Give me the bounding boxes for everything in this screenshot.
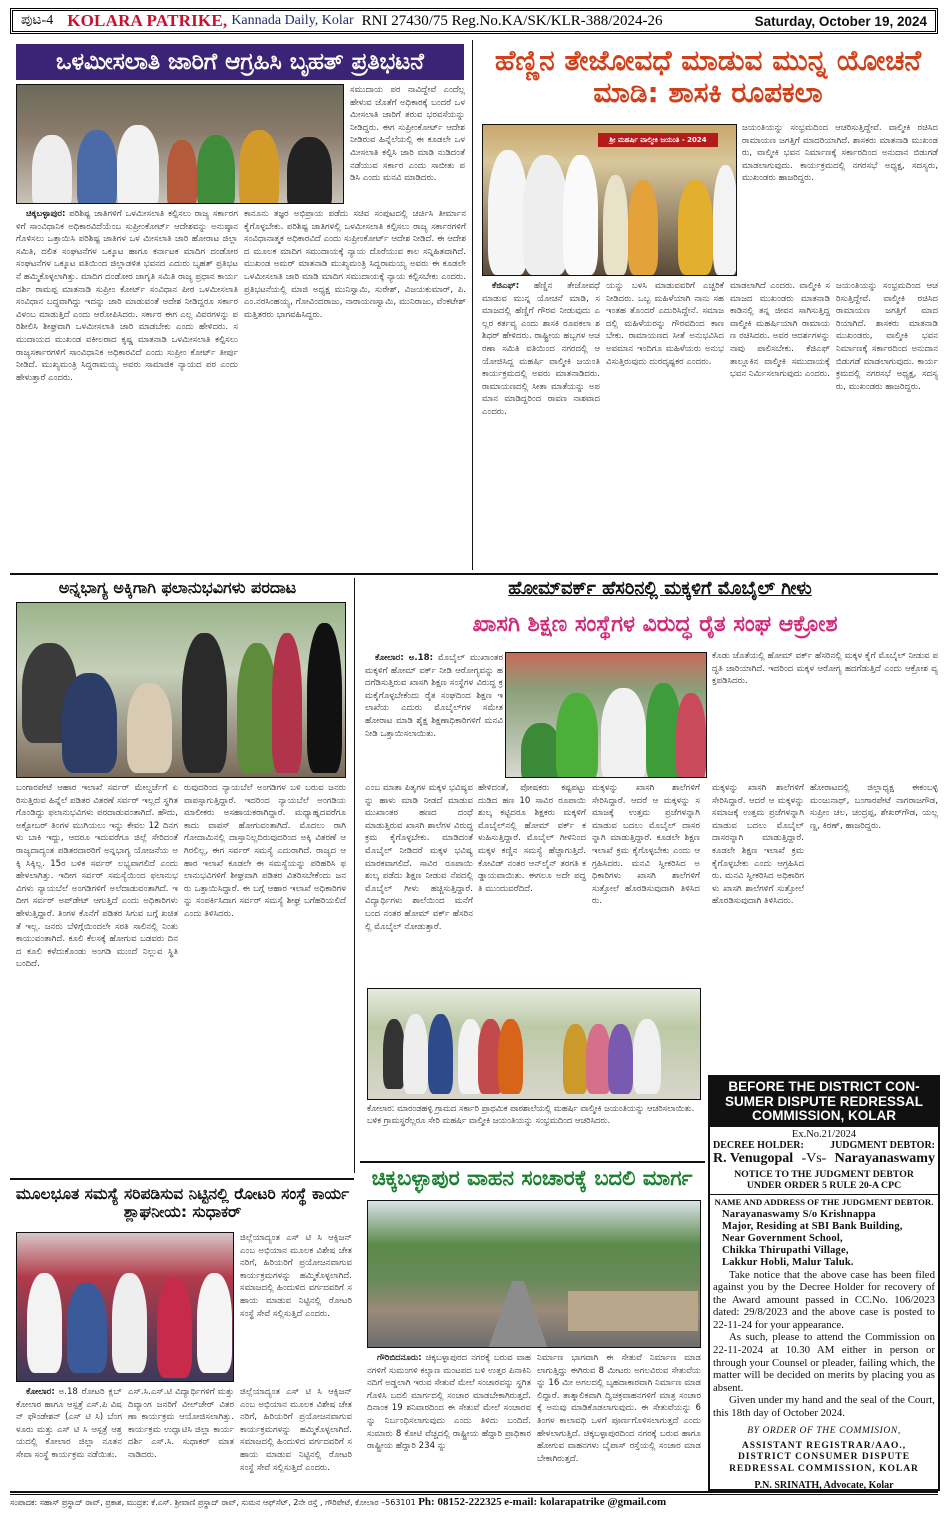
address-line: Near Government School, <box>722 1232 843 1244</box>
notice-title-1: NOTICE TO THE JUDGMENT DEBTOR <box>734 1168 914 1180</box>
photo-school-group <box>367 988 701 1100</box>
photo-bridge-road <box>367 1200 701 1348</box>
article-rotary-side-text: ಜಿಲ್ಲೆಯಾದ್ಯಂತ ಎಸ್ ಟಿ ಸಿ ಆಕ್ಸಿಜನ್ ಎಂಬ ಅಭಿಯಾನ ಮೂಲಕ ವಿಶೇಷ ಚೇತನರಿಗೆ, ಹಿರಿಯರಿಗೆ ಪ್ರಯೋಜನವಾಗುವ ಕಾರ್ಯಕ್ರಮಗಳನ್ನು ಹಮ್ಮಿಕೊಳ್ಳಲಾಗಿದೆ. ಸಮಾಜದಲ್ಲಿ ಹಿಂದುಳಿದ ವರ್ಗದವರಿಗೆ ಸಹಾಯ ಮಾಡುವ ನಿಟ್ಟಿನಲ್ಲಿ ರೋಟರಿ ಸಂಸ್ಥೆ ಸೇವೆ ಸಲ್ಲಿಸುತ್ತಿದೆ ಎಂದರು. <box>240 1233 352 1319</box>
article-homework-intro-text: ಮೊಬೈಲ್ ಮುಖಾಂತರ ಮಕ್ಕಳಿಗೆ ಹೋಮ್ ವರ್ಕ್ ನೀಡಿ ಆರೋಗ್ಯವನ್ನು ಹದಗೆಡಿಸುತ್ತಿರುವ ಖಾಸಗಿ ಶಿಕ್ಷಣ ಸಂಸ್ಥೆಗಳ ವಿರುದ್ಧ ಕ್ರಮಕೈಗೊಳ್ಳಬೇಕೆಂದು ರೈತ ಸಂಘದಿಂದ ಶಿಕ್ಷಣ ಇಲಾಖೆಯ ಎದುರು ಮೊಬೈಲ್‌ಗಳ ಸಮೇತ ಹೋರಾಟ ಮಾಡಿ ಶೈಕ್ಷ ಶಿಕ್ಷಣಾಧಿಕಾರಿಗಳಿಗೆ ಮನವಿ ನೀಡಿ ಒತ್ತಾಯಿಸಲಾಯಿತು. <box>365 653 503 739</box>
article-homework-column-2: ಹೇಳಿದಂತೆ, ಪೋಷಕರು ಕಷ್ಟಪಟ್ಟು ದುಡಿದ ಹಣ 10 ಸಾವಿರ ರೂಪಾಯಿ ಶುಲ್ಕ ಕಟ್ಟಿದರೂ ಶಿಕ್ಷಕರು ಮಕ್ಕಳಿಗೆ ಮೊಬೈಲ್‌ನಲ್ಲಿ ಹೋಮ್ ವರ್ಕ್ ಕಳುಹಿಸುತ್ತಿದ್ದಾರೆ. ಮೊಬೈಲ್ ಗೀಳಿನಿಂದ ಮಕ್ಕಳ ಕಣ್ಣಿನ ಸಮಸ್ಯೆ ಹೆಚ್ಚಾಗುತ್ತಿದೆ. ಕೋವಿಡ್ ನಂತರ ಆನ್‌ಲೈನ್ ತರಗತಿ ಕಡ್ಡಾಯವಾಯಿತು. ಈಗಲೂ ಅದೇ ಪದ್ಧತಿ ಮುಂದುವರೆದಿದೆ. <box>478 783 586 894</box>
photo-valmiki-jayanti <box>482 124 737 276</box>
article-traffic-column-1 <box>367 1352 531 1488</box>
notice-signatory <box>710 1441 938 1476</box>
section-divider <box>360 1161 705 1163</box>
dateline-homework: ಕೋಲಾರ: ಅ.18: <box>375 653 434 663</box>
notice-body <box>710 1269 938 1420</box>
headline-women: ಹೆಣ್ಣಿನ ತೇಜೋವಧೆ ಮಾಡುವ ಮುನ್ನ ಯೋಚನೆ ಮಾಡಿ: ಶಾಸಕಿ ರೂಪಕಲಾ <box>494 44 922 110</box>
article-rotary-column-1 <box>16 1386 122 1488</box>
legal-notice <box>708 1075 940 1491</box>
article-women-column-4: ಜಯಂತಿಯನ್ನು ಸಂಭ್ರಮದಿಂದ ಆಚರಿಸುತ್ತಿದ್ದೇವೆ. ವಾಲ್ಮೀಕಿ ರಚಿಸಿದ ರಾಮಾಯಣ ಜಗತ್ತಿಗೆ ಮಾದರಿಯಾಗಿದೆ. ಶಾಸಕರು ಮಾತನಾಡಿ ಮುಖಂಡರು, ವಾಲ್ಮೀಕಿ ಭವನ ನಿರ್ಮಾಣಕ್ಕೆ ಸರ್ಕಾರದಿಂದ ಅನುದಾನ ಬಿಡುಗಡೆ ಮಾಡಲಾಗುವುದು. ಕಾರ್ಯಕ್ರಮದಲ್ಲಿ ನಗರಸಭೆ ಅಧ್ಯಕ್ಷ, ಸದಸ್ಯರು, ಮುಖಂಡರು ಹಾಜರಿದ್ದರು. <box>836 281 938 392</box>
address-line: Lakkur Hobli, Malur Taluk. <box>722 1256 854 1268</box>
notice-paragraph-3: Given under my hand and the seal of the Court, this 18th day of October 2024. <box>713 1394 935 1420</box>
notice-by-order: BY ORDER OF THE COMMISION, <box>747 1425 901 1436</box>
article-homework-intro <box>365 652 503 772</box>
imprint-text: ಸಂಪಾದಕ: ಸಹಾಸ್ ಪ್ರಸ್ಥಾದ್ ರಾವ್, ಪ್ರಕಾಶ, ಮುದ್ರಕ: ಕೆ.ಎಸ್. ಶ್ರೀವಾಣಿ ಪ್ರಸ್ಥಾದ್ ರಾವ್, ಸುಮನ ಆಫ್‌ಸೆಟ್, 2ನೇ ರಸ್ತೆ , ಗೌರಿಪೇಟೆ, ಕೋಲಾರ –563101 <box>10 1498 416 1507</box>
article-homework-column-4: ಹೋರಾಟದಲ್ಲಿ ಜಿಲ್ಲಾಧ್ಯಕ್ಷ ಈಕಂಬಳ್ಳಿ ಮಂಜುನಾಥ್, ಬಂಗಾರಪೇಟೆ ನಾಗರಾಜಗೌಡ, ಸುಪ್ರೀಂ ಚಲ, ಚಂದ್ರಪ್ಪ, ಶೇಖರ್‌ಗೌಡ, ಯಲ್ಲಣ್ಣ, ಕಿರಣ್, ಹಾಜರಿದ್ದರು. <box>810 783 938 831</box>
article-homework-side-text: ಕೊಡು ಜೊತೆಯಲ್ಲಿ ಹೋಮ್ ವರ್ಕ್ ಹೆಸರಿನಲ್ಲಿ ಮಕ್ಕಳ ಕೈಗೆ ಮೊಬೈಲ್ ನೀಡುವ ಪದ್ಧತಿ ಜಾರಿಯಾಗಿದೆ. ಇದರಿಂದ ಮಕ್ಕಳ ಆರೋಗ್ಯ ಹದಗೆಡುತ್ತಿದೆ ಎಂದು ಆಕ್ರೋಶ ವ್ಯಕ್ತಪಡಿಸಿದರು. <box>712 651 938 687</box>
photo-caption-school: ಕೋಲಾರ: ಮಾರಂಡಹಳ್ಳಿ ಗ್ರಾಮದ ಸರ್ಕಾರಿ ಪ್ರಾಥಮಿಕ ಪಾಠಶಾಲೆಯಲ್ಲಿ ಮಹರ್ಷಿ ವಾಲ್ಮೀಕಿ ಜಯಂತಿಯನ್ನು ಆಚರಿಸಲಾಯಿತು. ಬಳಿಕ ಗ್ರಾಮಸ್ಥರೆಲ್ಲರೂ ಸೇರಿ ಮಹರ್ಷಿ ವಾಲ್ಮೀಕಿ ಜಯಂತಿಯನ್ನು ಸಂಭ್ರಮದಿಂದ ಆಚರಿಸಿದರು. <box>367 1103 695 1125</box>
footer-imprint <box>10 1496 938 1508</box>
article-protest-column-1 <box>16 208 238 570</box>
decree-holder-name: R. Venugopal <box>713 1150 794 1166</box>
judgment-debtor-label: JUDGMENT DEBTOR: <box>830 1139 935 1151</box>
article-traffic-body-1: ಚಿಕ್ಕಬಳ್ಳಾಪುರದ ನಗರಕ್ಕೆ ಬರುವ ವಾಹನಗಳಿಗೆ ಸುಮಂಗಳಿ ಕಲ್ಯಾಣ ಮಂಟಪದ ಬಳಿ ಉತ್ತರ ಪಿನಾಕಿನಿ ನದಿಗೆ ಅಡ್ಡಲಾಗಿ ಇರುವ ಸೇತುವೆ ಮೇಲೆ ಸಂಚಾರವನ್ನು ಸ್ಥಗಿತಗೊಳಿಸಿ ಬದಲಿ ಮಾರ್ಗದಲ್ಲಿ ಸಂಚಾರ ಮಾಡಬೇಕಾಗಿರುತ್ತದೆ. ದಿನಾಂಕ 19 ಶನಿವಾರದಿಂದ ಈ ಸೇತುವೆ ಮೇಲೆ ಸಂಚಾರವನ್ನು ನಿರ್ಬಂಧಿಸಲಾಗುವುದು ಎಂದು ತಿಳಿದು ಬಂದಿದೆ. ಸುಮಾರು 8 ಕೋಟಿ ವೆಚ್ಚದಲ್ಲಿ ರಾಷ್ಟ್ರೀಯ ಹೆದ್ದಾರಿ ಪ್ರಾಧಿಕಾರ ರಾಷ್ಟ್ರೀಯ ಹೆದ್ದಾರಿ 234 ನ್ನು <box>367 1353 531 1452</box>
notice-ex-number: Ex.No.21/2024 <box>791 1128 857 1140</box>
paper-subtitle: Kannada Daily, Kolar <box>231 13 354 28</box>
signatory-line: DISTRICT CONSUMER DISPUTE <box>737 1452 911 1463</box>
headline-rice: ಅನ್ನಭಾಗ್ಯ ಅಕ್ಕಿಗಾಗಿ ಫಲಾನುಭವಿಗಳು ಪರದಾಟ <box>58 578 297 597</box>
footer-rule <box>10 1491 938 1495</box>
photo-ration-queue <box>16 602 346 778</box>
dateline-protest: ಚಿಕ್ಕಬಳ್ಳಾಪುರ: <box>26 209 66 219</box>
photo-banner: ಶ್ರೀ ಮಹರ್ಷಿ ವಾಲ್ಮೀಕಿ ಜಯಂತಿ - 2024 <box>598 133 718 147</box>
notice-header: BEFORE THE DISTRICT CON-SUMER DISPUTE REDRESSAL COMMISSION, KOLAR <box>710 1077 938 1127</box>
photo-protest-crowd <box>16 84 344 204</box>
notice-party-labels <box>710 1140 938 1151</box>
notice-paragraph-1: Take notice that the above case has been filed against you by the Decree Holder for recovery of the Award amount passed in CC.No. 106/2023 dated: 29/8/2023 and the above case is posted to 22-11-24 for your appearance. <box>713 1268 935 1331</box>
article-women-column-3: ಮಾಡಲಾಗಿದೆ ಎಂದರು. ವಾಲ್ಮೀಕಿ ಸಮಾಜದ ಮುಖಂಡರು ಮಾತನಾಡಿ ಕಾಡಿನಲ್ಲಿ ತನ್ನ ಜೀವನ ಸಾಗಿಸುತ್ತಿದ್ದ ವಾಲ್ಮೀಕಿ ಮಹರ್ಷಿಯಾಗಿ ರಾಮಾಯಣ ರಚಿಸಿದರು. ಅವರ ಆದರ್ಶಗಳನ್ನು ನಾವು ಪಾಲಿಸಬೇಕು. ಕೆಜಿಎಫ್ ತಾಲ್ಲೂಕಿನ ವಾಲ್ಮೀಕಿ ಸಮುದಾಯಕ್ಕೆ ಭವನ ನಿರ್ಮಿಸಲಾಗುವುದು ಎಂದರು. <box>730 281 830 380</box>
decree-holder-label: DECREE HOLDER: <box>713 1139 804 1151</box>
paper-name: KOLARA PATRIKE, <box>67 11 228 30</box>
issue-date: Saturday, October 19, 2024 <box>754 13 927 29</box>
column-divider <box>354 578 355 1173</box>
dateline-rotary: ಕೋಲಾರ: <box>26 1387 55 1397</box>
article-homework-column-4b: ಮಕ್ಕಳನ್ನು ಖಾಸಗಿ ಶಾಲೆಗಳಿಗೆ ಸೇರಿಸಿದ್ದಾರೆ. ಆದರೆ ಆ ಮಕ್ಕಳನ್ನು ಸಮಾಜಕ್ಕೆ ಉತ್ತಮ ಪ್ರಜೆಗಳನ್ನಾಗಿ ಮಾಡುವ ಬದಲು ಮೊಬೈಲ್ ದಾಸರನ್ನಾಗಿ ಮಾಡುತ್ತಿದ್ದಾರೆ. ಕೂಡಲೇ ಶಿಕ್ಷಣ ಇಲಾಖೆ ಕ್ರಮ ಕೈಗೊಳ್ಳಬೇಕು ಎಂದು ಆಗ್ರಹಿಸಿದರು. ಮನವಿ ಸ್ವೀಕರಿಸಿದ ಅಧಿಕಾರಿಗಳು ಖಾಸಗಿ ಶಾಲೆಗಳಿಗೆ ಸುತ್ತೋಲೆ ಹೊರಡಿಸುವುದಾಗಿ ತಿಳಿಸಿದರು. <box>712 783 804 907</box>
debtor-address <box>710 1209 938 1269</box>
registration-number: RNI 27430/75 Reg.No.KA/SK/KLR-388/2024-26 <box>361 12 663 29</box>
section-divider <box>10 1178 354 1180</box>
article-traffic-column-2: ನಿರ್ಮಾಣ ಭಾಗವಾಗಿ ಈ ಸೇತುವೆ ನಿರ್ಮಾಣ ಮಾಡಲಾಗುತ್ತಿದ್ದು ಈಗಿರುವ 8 ಮೀಟರು ಅಗಲವಿರುವ ಸೇತುವೆಯನ್ನು 16 ಮೀ ಅಗಲದಲ್ಲಿ ಬೃಹದಾಕಾರವಾಗಿ ನಿರ್ಮಾಣ ಮಾಡಲಿದ್ದಾರೆ. ತಾತ್ಕಾಲಿಕವಾಗಿ ದ್ವಿಚಕ್ರವಾಹನಗಳಿಗೆ ಮಾತ್ರ ಸಂಚಾರಕ್ಕೆ ಅನುವು ಮಾಡಿಕೊಡಲಾಗುವುದು. ಈ ಸೇತುವೆಯನ್ನು 6 ತಿಂಗಳ ಕಾಲಾವಧಿ ಒಳಗೆ ಪೂರ್ಣಗೊಳಿಸಲಾಗುತ್ತದೆ ಎಂದು ಹೇಳಲಾಗುತ್ತಿದೆ. ಚಿಕ್ಕಬಳ್ಳಾಪುರದಿಂದ ನಗರಕ್ಕೆ ಬರುವ ಹಾಗೂ ಹೋಗುವ ವಾಹನಗಳು ಬೈಪಾಸ್ ರಸ್ತೆಯಲ್ಲಿ ಸಂಚಾರ ಮಾಡಬೇಕಾಗಿರುತ್ತದೆ. <box>537 1353 701 1464</box>
article-rice-column-1: ಬಂಗಾರಪೇಟೆ ಆಹಾರ ಇಲಾಖೆ ಸರ್ವರ್ ಮೇಲ್ದರ್ಜೆಗೆ ಏರಿಸುತ್ತಿರುವ ಹಿನ್ನೆಲೆ ಪಡಿತರ ವಿತರಣೆ ಸರ್ವರ್ ಇಲ್ಲದೆ ಸ್ಥಗಿತಗೊಂಡಿದ್ದು ಫಲಾನುಭವಿಗಳು ಪರದಾಡುವಂತಾಗಿದೆ. ಹೌದು, ಅಕ್ಟೋಬರ್ ತಿಂಗಳ ಮುಗಿಯಲು ಇನ್ನು ಕೇವಲ 12 ದಿನಗಳು ಬಾಕಿ ಇದ್ದು, ಆದರೂ ಇದುವರೆಗೂ ಜಿಲ್ಲೆ ಸೇರಿದಂತೆ ರಾಜ್ಯದಾದ್ಯಂತ ಪಡಿತರದಾರರಿಗೆ ಅನ್ನಭಾಗ್ಯ ಯೋಜನೆಯ ಅಕ್ಕಿ ಸಿಕ್ಕಿಲ್ಲ. 15ರ ಬಳಿಕ ಸರ್ವರ್ ಲಭ್ಯವಾಗಲಿದೆ ಎಂದು ಹೇಳಲಾಗಿತ್ತು. ಇದೀಗ ಸರ್ವರ್ ಸಮಸ್ಯೆಯಿಂದ ಫಲಾನುಭವಿಗಳು ನ್ಯಾಯಬೆಲೆ ಅಂಗಡಿಗಳಿಗೆ ಅಲೆದಾಡುವಂತಾಗಿದೆ. ಇದೀಗ ಸರ್ವರ್ ಅಪ್‌ಡೇಟ್ ಆಗುತ್ತಿದೆ ಎಂದು ಅಧಿಕಾರಿಗಳು ಹೇಳುತ್ತಿದ್ದಾರೆ. ತಿಂಗಳ ಕೊನೆಗೆ ಪಡಿತರ ಸಿಗುವ ಬಗ್ಗೆ ಖಚಿತತೆ ಇಲ್ಲ. ಜನರು ಬೆಳಿಗ್ಗೆಯಿಂದಲೇ ಸರತಿ ಸಾಲಿನಲ್ಲಿ ನಿಂತು ಕಾಯುವಂತಾಗಿದೆ. ಕೂಲಿ ಕೆಲಸಕ್ಕೆ ಹೋಗುವ ಬಡವರು ದಿನದ ಕೂಲಿ ಕಳೆದುಕೊಂಡು ಅಂಗಡಿ ಮುಂದೆ ನಿಲ್ಲುವ ಸ್ಥಿತಿ ಬಂದಿದೆ. <box>16 783 178 970</box>
photo-farmers-protest <box>505 652 707 778</box>
masthead <box>10 8 938 34</box>
article-women-column-1 <box>482 280 600 570</box>
versus: -Vs- <box>801 1150 827 1166</box>
headline-rotary: ಮೂಲಭೂತ ಸಮಸ್ಯೆ ಸರಿಪಡಿಸುವ ನಿಟ್ಟಿನಲ್ಲಿ ರೋಟರಿ ಸಂಸ್ಥೆ ಕಾರ್ಯ ಶ್ಲಾಘನೀಯ: ಸುಧಾಕರ್ <box>15 1185 350 1221</box>
article-homework-column-3: ಮಕ್ಕಳನ್ನು ಖಾಸಗಿ ಶಾಲೆಗಳಿಗೆ ಸೇರಿಸಿದ್ದಾರೆ. ಆದರೆ ಆ ಮಕ್ಕಳನ್ನು ಸಮಾಜಕ್ಕೆ ಉತ್ತಮ ಪ್ರಜೆಗಳನ್ನಾಗಿ ಮಾಡುವ ಬದಲು ಮೊಬೈಲ್ ದಾಸರನ್ನಾಗಿ ಮಾಡುತ್ತಿದ್ದಾರೆ. ಕೂಡಲೇ ಶಿಕ್ಷಣ ಇಲಾಖೆ ಕ್ರಮ ಕೈಗೊಳ್ಳಬೇಕು ಎಂದು ಆಗ್ರಹಿಸಿದರು. ಮನವಿ ಸ್ವೀಕರಿಸಿದ ಅಧಿಕಾರಿಗಳು ಖಾಸಗಿ ಶಾಲೆಗಳಿಗೆ ಸುತ್ತೋಲೆ ಹೊರಡಿಸುವುದಾಗಿ ತಿಳಿಸಿದರು. <box>592 783 700 907</box>
article-women-side-text: ಜಯಂತಿಯನ್ನು ಸಂಭ್ರಮದಿಂದ ಆಚರಿಸುತ್ತಿದ್ದೇವೆ. ವಾಲ್ಮೀಕಿ ರಚಿಸಿದ ರಾಮಾಯಣ ಜಗತ್ತಿಗೆ ಮಾದರಿಯಾಗಿದೆ. ಶಾಸಕರು ಮಾತನಾಡಿ ಮುಖಂಡರು, ವಾಲ್ಮೀಕಿ ಭವನ ನಿರ್ಮಾಣಕ್ಕೆ ಸರ್ಕಾರದಿಂದ ಅನುದಾನ ಬಿಡುಗಡೆ ಮಾಡಲಾಗುವುದು. ಕಾರ್ಯಕ್ರಮದಲ್ಲಿ ನಗರಸಭೆ ಅಧ್ಯಕ್ಷ, ಸದಸ್ಯರು, ಮುಖಂಡರು ಹಾಜರಿದ್ದರು. <box>742 123 938 184</box>
address-line: Narayanaswamy S/o Krishnappa <box>722 1208 876 1220</box>
article-protest-body-1: ಪರಿಶಿಷ್ಟ ಜಾತಿಗಳಿಗೆ ಒಳಮೀಸಲಾತಿ ಕಲ್ಪಿಸಲು ರಾಜ್ಯ ಸರ್ಕಾರಗಳಿಗೆ ಸಾಂವಿಧಾನಿಕ ಅಧಿಕಾರವಿದೆಯೆಂಬ ಸುಪ್ರೀಂಕೋರ್ಟ್ ಆದೇಶವನ್ನು ಅನುಷ್ಠಾನಗೊಳಿಸಲು ಒತ್ತಾಯಿಸಿ ಪರಿಶಿಷ್ಟ ಜಾತಿಗಳ ಒಳ ಮೀಸಲಾತಿ ಜಾರಿ ಹೋರಾಟ ಜಿಲ್ಲಾ ಸಮಿತಿ, ದಲಿತ ಸಂಘಟನೆಗಳ ಒಕ್ಕೂಟ ಹಾಗೂ ಕರ್ನಾಟಕ ಮಾದಿಗ ದಂಡೋರ ಸಂಘಟನೆಗಳ ಒಕ್ಕೂಟ ವತಿಯಿಂದ ಜಿಲ್ಲಾಡಳಿತ ಭವನದ ಎದುರು ಬೃಹತ್ ಪ್ರತಿಭಟನೆ ಹಮ್ಮಿಕೊಳ್ಳಲಾಗಿತ್ತು. ಮಾದಿಗ ದಂಡೋರ ಜಾಗೃತಿ ಸಮಿತಿ ರಾಜ್ಯ ಪ್ರಧಾನ ಕಾರ್ಯದರ್ಶಿ ರಾಮಪ್ಪ ಮಾತನಾಡಿ ಸುಪ್ರೀಂ ಕೋರ್ಟ್ ಸಂವಿಧಾನ ಪೀಠ ಒಳಮೀಸಲಾತಿ ಸಂವಿಧಾನ ಬದ್ಧವಾಗಿದ್ದು ಇದನ್ನು ಜಾರಿ ಮಾಡುವಂತೆ ಆದೇಶ ನೀಡಿದ್ದರೂ ಸರ್ಕಾರ ವಿಳಂಬ ಮಾಡುತ್ತಿದೆ ಎಂದು ಆರೋಪಿಸಿದರು. ಸರ್ಕಾರ ಈಗ ಎಲ್ಲ ವಿವರಗಳನ್ನು ಪರಿಶೀಲಿಸಿ ಶೀಘ್ರವಾಗಿ ಒಳಮೀಸಲಾತಿ ಜಾರಿ ಮಾಡಬೇಕು ಎಂದು ಹೇಳಿದರು. ಸಮುದಾಯದ ಮುಖಂಡ ವಕೀಲರಾದ ಕೃಷ್ಣ ಮಾತನಾಡಿ ಒಳಮೀಸಲಾತಿ ಕಲ್ಪಿಸಲು ರಾಜ್ಯಸರ್ಕಾರಗಳಿಗೆ ಸಾಂವಿಧಾನಿಕ ಅಧಿಕಾರವಿದೆ ಎಂದು ಸುಪ್ರೀಂ ಕೋರ್ಟ್ ತೀರ್ಪು ನೀಡಿದೆ. ಮುಖ್ಯಮಂತ್ರಿ ಸಿದ್ದರಾಮಯ್ಯ ಅವರು ಸಾಮಾಜಿಕ ನ್ಯಾಯದ ಪರ ಎಂದು ಹೇಳುತ್ತಾರೆ ಎಂದರು. <box>16 209 238 383</box>
notice-title-2: UNDER ORDER 5 RULE 20-A CPC <box>746 1179 902 1191</box>
article-protest-column-2: ಕಾನೂನು ತಜ್ಞರ ಅಭಿಪ್ರಾಯ ಪಡೆದು ಸಚಿವ ಸಂಪುಟದಲ್ಲಿ ಚರ್ಚಿಸಿ ತೀರ್ಮಾನ ಕೈಗೊಳ್ಳಬೇಕು. ಪರಿಶಿಷ್ಟ ಜಾತಿಗಳಲ್ಲಿ ಒಳಮೀಸಲಾತಿ ಕಲ್ಪಿಸಲು ರಾಜ್ಯ ಸರ್ಕಾರಗಳಿಗೆ ಸಂವಿಧಾನಾತ್ಮಕ ಅಧಿಕಾರವಿದೆ ಎಂದು ಸುಪ್ರೀಂಕೋರ್ಟ್ ಆದೇಶ ನೀಡಿದೆ. ಈ ಆದೇಶದ ಮೂಲಕ ಮಾದಿಗ ಸಮುದಾಯಕ್ಕೆ ನ್ಯಾಯ ದೊರೆಯುವ ಕಾಲ ಸನ್ನಿಹಿತವಾಗಿದೆ. ಮುಖಂಡ ಅಮರ್ ಮಾತನಾಡಿ ಮುಖ್ಯಮಂತ್ರಿ ಸಿದ್ದರಾಮಯ್ಯ ಅವರು ಈ ಕೂಡಲೇ ಒಳಮೀಸಲಾತಿ ಜಾರಿ ಮಾಡಿ ಮಾದಿಗ ಸಮುದಾಯಕ್ಕೆ ನ್ಯಾಯ ಕಲ್ಪಿಸಬೇಕು ಎಂದರು. ಪ್ರತಿಭಟನೆಯಲ್ಲಿ ಮಾಜಿ ಅಧ್ಯಕ್ಷ ಮುನಿಸ್ವಾಮಿ, ಸುರೇಶ್, ವಿಜಯಕುಮಾರ್, ಪಿ.ಎಂ.ನರಸಿಂಹಯ್ಯ, ಗೋವಿಂದರಾಜು, ನಾರಾಯಣಸ್ವಾಮಿ, ಮುನಿರಾಜು, ವೆಂಕಟೇಶ್ ಮತ್ತಿತರರು ಭಾಗವಹಿಸಿದ್ದರು. <box>244 209 466 320</box>
address-line: Chikka Thirupathi Village, <box>722 1244 849 1256</box>
notice-address-label: NAME AND ADDRESS OF THE JUDGMENT DEBTOR. <box>714 1196 934 1207</box>
notice-parties <box>710 1151 938 1167</box>
article-rotary-column-3: ಜಿಲ್ಲೆಯಾದ್ಯಂತ ಎಸ್ ಟಿ ಸಿ ಆಕ್ಸಿಜನ್ ಎಂಬ ಅಭಿಯಾನ ಮೂಲಕ ವಿಶೇಷ ಚೇತನರಿಗೆ, ಹಿರಿಯರಿಗೆ ಪ್ರಯೋಜನವಾಗುವ ಕಾರ್ಯಕ್ರಮಗಳನ್ನು ಹಮ್ಮಿಕೊಳ್ಳಲಾಗಿದೆ. ಸಮಾಜದಲ್ಲಿ ಹಿಂದುಳಿದ ವರ್ಗದವರಿಗೆ ಸಹಾಯ ಮಾಡುವ ನಿಟ್ಟಿನಲ್ಲಿ ರೋಟರಿ ಸಂಸ್ಥೆ ಸೇವೆ ಸಲ್ಲಿಸುತ್ತಿದೆ ಎಂದರು. <box>240 1387 352 1473</box>
article-rotary-body-1: ಅ.18 ರೋಟರಿ ಕ್ಲಬ್ ಕೋಲಾರ ಹಾಗೂ ಆಸ್ಪತ್ರೆ ಎಸ್.ಪಿ ವಿಷನ್ ಫೌಂಡೇಶನ್ (ಎಸ್ ಟಿ ಸಿ) ಬೆಂಗಳೂರು ಮತ್ತು ಎಸ್ ಟಿ ಸಿ ಆಸ್ಪತ್ರೆ ಆಶ್ರಯದಲ್ಲಿ ಕೋಲಾರ ಜಿಲ್ಲಾ ನೂತನ ಸೇವಾ ಸಂಸ್ಥೆ ಕಾರ್ಯಕ್ರಮ ನಡೆಯಿತು. <box>16 1387 122 1460</box>
headline-protest: ಒಳಮೀಸಲಾತಿ ಜಾರಿಗೆ ಆಗ್ರಹಿಸಿ ಬೃಹತ್ ಪ್ರತಿಭಟನೆ <box>16 44 464 80</box>
article-homework-column-1: ಎಂಬ ಮಾತಾ ಪಿತೃಗಳ ಮಕ್ಕಳ ಭವಿಷ್ಯವನ್ನು ಹಾಳು ಮಾಡಿ ನೀಡದೆ ಮಾಡುವ ಮುಖಾಂತರ ಹಣದ ದಂಧೆ ಮಾಡುತ್ತಿರುವ ಖಾಸಗಿ ಶಾಲೆಗಳ ವಿರುದ್ಧ ಕ್ರಮ ಕೈಗೊಳ್ಳಬೇಕು. ಮಾಡಿದಂತೆ ಮೊಬೈಲ್ ನೀಡಿದರೆ ಮಕ್ಕಳ ಭವಿಷ್ಯ ಮಾರಕವಾಗಲಿದೆ. ಸಾವಿರ ರೂಪಾಯಿ ಶುಲ್ಕ ಪಡೆದು ಶಿಕ್ಷಣ ನೀಡುವ ನೆಪದಲ್ಲಿ ಮೊಬೈಲ್ ಗೀಳು ಹಚ್ಚಿಸುತ್ತಿದ್ದಾರೆ. ವಿದ್ಯಾರ್ಥಿಗಳು ಶಾಲೆಯಿಂದ ಮನೆಗೆ ಬಂದ ನಂತರ ಹೋಮ್ ವರ್ಕ್ ಹೆಸರಿನಲ್ಲಿ ಮೊಬೈಲ್ ನೋಡುತ್ತಾರೆ. <box>365 783 473 932</box>
dateline-women: ಕೆಜಿಎಫ್: <box>492 281 520 291</box>
article-rotary-column-2: ಎಸ್.ಸಿ.ಎಸ್.ಟಿ ವಿದ್ಯಾರ್ಥಿಗಳಿಗೆ ಮತ್ತು ದಿವ್ಯಾಂಗ ಜನರಿಗೆ ವೀಲ್‌ಚೇರ್ ವಿತರಣಾ ಕಾರ್ಯಕ್ರಮ ಆಯೋಜಿಸಲಾಗಿತ್ತು. ಕಾರ್ಯಕ್ರಮ ಉದ್ಘಾಟಿಸಿ ಜಿಲ್ಲಾ ಕಾರ್ಯದರ್ಶಿ ಎಸ್.ಸಿ. ಸುಧಾಕರ್ ಮಾತನಾಡಿದರು. <box>128 1387 234 1460</box>
article-rice-column-2: ರುವುದರಿಂದ ನ್ಯಾಯಬೆಲೆ ಅಂಗಡಿಗಳ ಬಳಿ ಬರುವ ಜನರು ವಾಪಸ್ಸಾಗುತ್ತಿದ್ದಾರೆ. ಇದರಿಂದ ನ್ಯಾಯಬೆಲೆ ಅಂಗಡಿಯ ಮಾಲೀಕರು ಅಸಹಾಯಕರಾಗಿದ್ದಾರೆ. ಮಧ್ಯಾಹ್ನದವರೆಗೂ ಕಾದು ವಾಪಸ್ ಹೋಗುವಂತಾಗಿದೆ. ಮೊದಲು ರಾಗಿ ಗೋದಾಮಿನಲ್ಲಿ ದಾಸ್ತಾನಿಲ್ಲದಿರುವುದರಿಂದ ಅಕ್ಕಿ ವಿತರಣೆ ಆಗಿರಲಿಲ್ಲ, ಈಗ ಸರ್ವರ್ ಸಮಸ್ಯೆ ಎದುರಾಗಿದೆ. ರಾಜ್ಯದ ಆಹಾರ ಇಲಾಖೆ ಕೂಡಲೇ ಈ ಸಮಸ್ಯೆಯನ್ನು ಪರಿಹರಿಸಿ ಫಲಾನುಭವಿಗಳಿಗೆ ಶೀಘ್ರವಾಗಿ ಪಡಿತರ ವಿತರಿಸಬೇಕೆಂದು ಜನರು ಒತ್ತಾಯಿಸಿದ್ದಾರೆ. ಈ ಬಗ್ಗೆ ಆಹಾರ ಇಲಾಖೆ ಅಧಿಕಾರಿಗಳನ್ನು ಸಂಪರ್ಕಿಸಿದಾಗ ಸರ್ವರ್ ಸಮಸ್ಯೆ ಶೀಘ್ರ ಬಗೆಹರಿಯಲಿದೆ ಎಂದು ತಿಳಿಸಿದರು. <box>184 783 346 919</box>
column-divider <box>472 40 473 570</box>
notice-paragraph-2: As such, please to attend the Commission on 22-11-2024 at 10.30 AM either in person or through your Counsel or pleader, failing which, the matter will be decided on merits by placing you as absent. <box>713 1331 935 1394</box>
headline-traffic: ಚಿಕ್ಕಬಳ್ಳಾಪುರ ವಾಹನ ಸಂಚಾರಕ್ಕೆ ಬದಲಿ ಮಾರ್ಗ <box>371 1166 693 1190</box>
article-protest-side-text: ಸಮುದಾಯ ಪರ ನಾವಿದ್ದೇವೆ ಎಂದೆಲ್ಲ ಹೇಳುವ ಜೊತೆಗೆ ಅಧಿಕಾರಕ್ಕೆ ಬಂದರೆ ಒಳಮೀಸಲಾತಿ ಜಾರಿಗೆ ತರುವ ಭರವಸೆಯನ್ನು ನೀಡಿದ್ದರು. ಈಗ ಸುಪ್ರೀಂಕೋರ್ಟ್ ಆದೇಶ ನೀಡಿರುವ ಹಿನ್ನೆಲೆಯಲ್ಲಿ ಈ ಕೂಡಲೇ ಒಳಮೀಸಲಾತಿ ಕಲ್ಪಿಸಿ ಜಾರಿ ಮಾಡಿ ನುಡಿದಂತೆ ನಡೆಯುವ ಸರ್ಕಾರ ಎಂದು ಸಾಬೀತು ಪಡಿಸಿ ಎಂದು ಮನವಿ ಮಾಡಿದರು. <box>350 85 465 184</box>
address-line: Major, Residing at SBI Bank Building, <box>722 1220 903 1232</box>
footer-email: e-mail: kolarapatrike @gmail.com <box>504 1496 667 1508</box>
notice-advocate: P.N. SRINATH, Advocate, Kolar <box>754 1480 894 1492</box>
photo-rotary-event <box>16 1232 234 1382</box>
page-number: ಪುಟ-4 <box>21 13 54 28</box>
judgment-debtor-name: Narayanaswamy <box>834 1150 935 1166</box>
article-women-column-2: ಯನ್ನು ಬಳಸಿ ಮಾಡುವವರಿಗೆ ಎಚ್ಚರಿಕೆ ನೀಡಿದರು. ಒಬ್ಬ ಮಹಿಳೆಯಾಗಿ ನಾನು ಸಹ ಇಂತಹ ತೊಂದರೆ ಎದುರಿಸಿದ್ದೇನೆ. ಸಮಾಜದಲ್ಲಿ ಮಹಿಳೆಯರನ್ನು ಗೌರವದಿಂದ ಕಾಣಬೇಕು. ರಾಮಾಯಣದ ಸೀತೆ ಅನುಭವಿಸಿದ ಅವಮಾನ ಇಂದಿಗೂ ಮಹಿಳೆಯರು ಅನುಭವಿಸುತ್ತಿರುವುದು ದುರದೃಷ್ಟಕರ ಎಂದರು. <box>606 281 724 367</box>
article-women-body-1: ಹೆಣ್ಣಿನ ತೇಜೋವಧೆ ಮಾಡುವ ಮುನ್ನ ಯೋಚನೆ ಮಾಡಿ, ಸಮಾಜದಲ್ಲಿ ಹೆಣ್ಣಿಗೆ ಗೌರವ ನೀಡುವುದು ಎಲ್ಲರ ಕರ್ತವ್ಯ ಎಂದು ಶಾಸಕಿ ರೂಪಕಲಾ ಶಶಿಧರ್ ಹೇಳಿದರು. ರಾಷ್ಟ್ರೀಯ ಹಬ್ಬಗಳ ಆಚರಣಾ ಸಮಿತಿ ವತಿಯಿಂದ ನಗರದಲ್ಲಿ ಆಯೋಜಿಸಿದ್ದ ಮಹರ್ಷಿ ವಾಲ್ಮೀಕಿ ಜಯಂತಿ ಕಾರ್ಯಕ್ರಮದಲ್ಲಿ ಅವರು ಮಾತನಾಡಿದರು. ರಾಮಾಯಣದಲ್ಲಿ ಸೀತಾ ಮಾತೆಯನ್ನು ಅಪಮಾನ ಮಾಡಿದ್ದರಿಂದ ರಾವಣ ನಾಶವಾದ ಎಂದರು. <box>482 281 600 417</box>
dateline-traffic: ಗೌರಿಬಿದನೂರು: <box>377 1353 422 1363</box>
footer-phone: Ph: 08152-222325 <box>418 1496 502 1508</box>
kicker-homework: ಹೋಮ್‌ವರ್ಕ್ ಹೆಸರಿನಲ್ಲಿ ಮಕ್ಕಳಿಗೆ ಮೊಬೈಲ್ ಗೀಳು <box>508 578 812 599</box>
signatory-line: REDRESSAL COMMISSION, KOLAR <box>729 1463 919 1474</box>
signatory-line: ASSISTANT REGISTRAR/AAO., <box>741 1440 907 1451</box>
section-divider <box>10 573 938 575</box>
headline-homework: ಖಾಸಗಿ ಶಿಕ್ಷಣ ಸಂಸ್ಥೆಗಳ ವಿರುದ್ಧ ರೈತ ಸಂಘ ಆಕ್ರೋಶ <box>472 612 838 637</box>
